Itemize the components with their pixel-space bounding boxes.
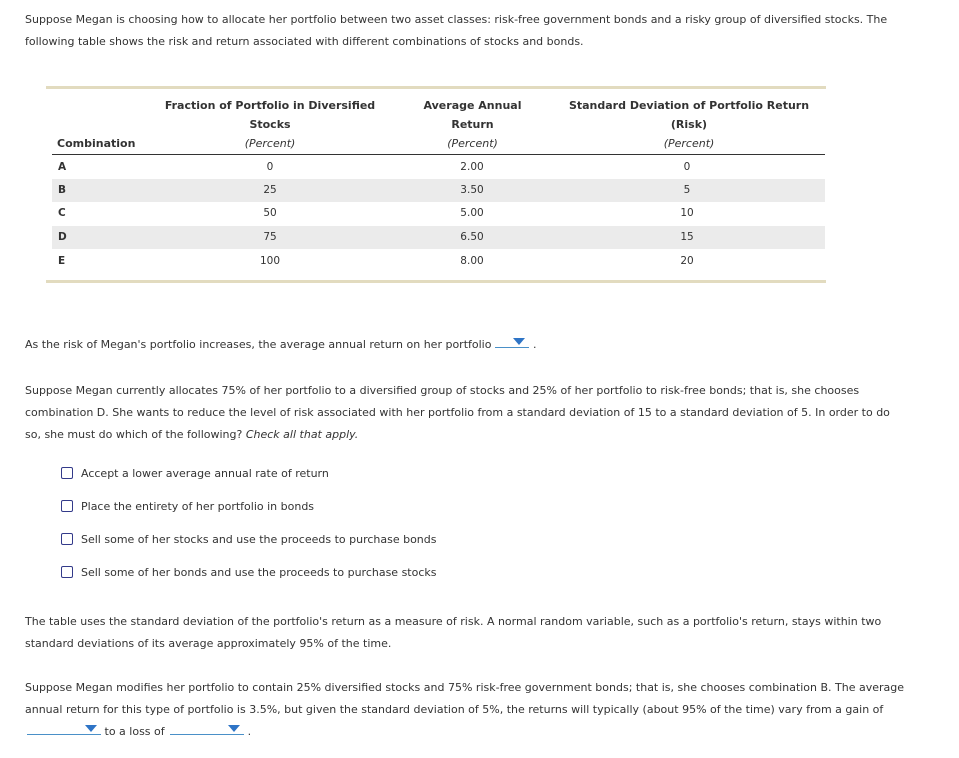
cell-std-dev: 0 (683, 161, 691, 173)
intro-paragraph: Suppose Megan is choosing how to allocate her portfolio between two asset classes: risk-free government bonds and a risky group of diversified stocks. The following table shows the risk and return associated with different combinations of stocks and bonds. (25, 13, 888, 48)
cell-combination: D (58, 231, 67, 243)
cell-std-dev: 10 (680, 207, 694, 219)
header-combination: Combination (57, 137, 136, 150)
question-return-range (25, 677, 905, 743)
option-label: Sell some of her bonds and use the proceeds to purchase stocks (81, 566, 437, 579)
cell-fraction: 75 (263, 231, 277, 243)
dropdown-arrow-icon (513, 338, 525, 345)
question-reduce-risk (25, 380, 905, 446)
dropdown-arrow-icon (85, 725, 97, 732)
table-row (52, 179, 825, 202)
info-paragraph: The table uses the standard deviation of the portfolio's return as a measure of risk. A normal random variable, such as a portfolio's return, stays within two standard deviations of its average approximately 95% of the time. (25, 615, 882, 650)
gain-dropdown[interactable] (27, 722, 101, 735)
cell-combination: B (58, 184, 67, 196)
option-lower-return[interactable] (61, 466, 329, 482)
cell-std-dev: 5 (683, 184, 691, 196)
checkbox[interactable] (61, 467, 73, 479)
cell-return: 6.50 (460, 231, 484, 243)
cell-return: 3.50 (460, 184, 484, 196)
cell-std-dev: 20 (680, 255, 694, 267)
question-return-trend (25, 334, 905, 356)
cell-combination: C (58, 207, 66, 219)
dropdown-arrow-icon (228, 725, 240, 732)
option-label: Accept a lower average annual rate of return (81, 467, 329, 480)
question-text: As the risk of Megan's portfolio increases, the average annual return on her portfolio (25, 338, 492, 351)
cell-fraction: 50 (263, 207, 277, 219)
table-row (52, 202, 825, 225)
table-row (52, 226, 825, 249)
cell-fraction: 0 (266, 161, 274, 173)
cell-combination: E (58, 255, 66, 267)
option-sell-stocks-buy-bonds[interactable] (61, 532, 437, 548)
checkbox[interactable] (61, 500, 73, 512)
option-all-bonds[interactable] (61, 499, 314, 515)
table-row (52, 156, 825, 179)
option-label: Place the entirety of her portfolio in bonds (81, 500, 315, 513)
header-std-dev: Standard Deviation of Portfolio Return (Risk) (Percent) (568, 99, 810, 150)
cell-fraction: 100 (259, 255, 281, 267)
cell-fraction: 25 (263, 184, 277, 196)
table-bottom-rule (46, 280, 826, 283)
table-header-rule (52, 154, 825, 155)
loss-dropdown[interactable] (170, 722, 244, 735)
cell-combination: A (58, 161, 67, 173)
question-middle: to a loss of (104, 725, 165, 738)
question-suffix: . (247, 725, 252, 738)
option-sell-bonds-buy-stocks[interactable] (61, 565, 437, 581)
header-return: Average Annual Return (Percent) (423, 99, 522, 150)
cell-return: 5.00 (460, 207, 484, 219)
question-suffix: . (532, 338, 537, 351)
return-trend-dropdown[interactable] (495, 335, 529, 348)
question-instruction: Check all that apply. (245, 428, 359, 441)
cell-std-dev: 15 (680, 231, 694, 243)
table-row (52, 250, 825, 273)
table-top-rule (46, 86, 826, 89)
cell-return: 2.00 (460, 161, 484, 173)
checkbox[interactable] (61, 533, 73, 545)
question-text: Suppose Megan modifies her portfolio to contain 25% diversified stocks and 75% risk-free government bonds; that is, she chooses combination B. The average annual return for this type of portfolio is 3.5%, but given the standard deviation of 5%, the returns will typically (about 95% of the time) vary from a gain of (25, 681, 905, 716)
header-fraction: Fraction of Portfolio in Diversified Stocks (Percent) (164, 99, 376, 150)
checkbox[interactable] (61, 566, 73, 578)
option-label: Sell some of her stocks and use the proceeds to purchase bonds (81, 533, 437, 546)
cell-return: 8.00 (460, 255, 484, 267)
question-text: Suppose Megan currently allocates 75% of her portfolio to a diversified group of stocks and 25% of her portfolio to risk-free bonds; that is, she chooses combination D. She wants to reduce the level of risk associated with her portfolio from a standard deviation of 15 to a standard deviation of 5. In order to do so, she must do which of the following? (25, 384, 890, 441)
